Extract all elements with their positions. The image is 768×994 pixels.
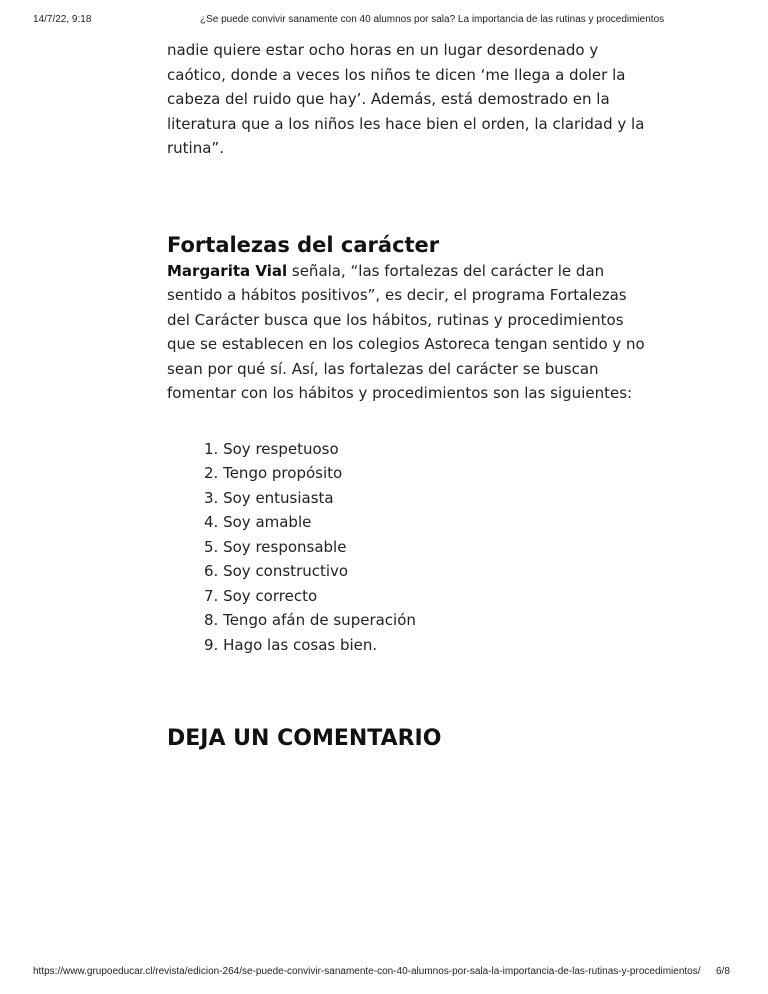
list-item-text: Soy responsable [223, 537, 347, 556]
speaker-name: Margarita Vial [167, 261, 288, 280]
strengths-list [167, 437, 647, 658]
list-item-number: 5. [204, 537, 219, 556]
print-url: https://www.grupoeducar.cl/revista/edicion-264/se-puede-convivir-sanamente-con-40-alumnos-por-sala-la-importancia-de-las-rutinas-y-procedimientos/ [33, 966, 701, 977]
list-item-number: 7. [204, 586, 219, 605]
section-heading: Fortalezas del carácter [167, 232, 440, 257]
list-item [204, 633, 647, 658]
list-item [204, 510, 647, 535]
list-item-number: 4. [204, 513, 219, 531]
list-item [204, 584, 647, 609]
list-item-number: 1. [204, 439, 219, 458]
print-date: 14/7/22, 9:18 [33, 14, 92, 25]
article-body [167, 38, 647, 772]
list-item-number: 8. [204, 611, 219, 629]
list-item-number: 3. [204, 488, 219, 507]
strengths-paragraph [167, 259, 647, 406]
list-item [204, 559, 647, 584]
list-item [204, 535, 647, 560]
intro-paragraph: nadie quiere estar ocho horas en un lugar desordenado y caótico, donde a veces los niños te dicen ‘me llega a doler la cabeza del ruido que hay’. Además, está demostrado en la literatura que a los niños les hace bien el orden, la claridad y la rutina”. [167, 41, 645, 157]
list-item [204, 608, 647, 633]
list-item [204, 437, 647, 462]
strengths-paragraph-text: señala, “las fortalezas del carácter le dan sentido a hábitos positivos”, es decir, el programa Fortalezas del Carácter busca que los hábitos, rutinas y procedimientos que se establecen en los colegios Astoreca tengan sentido y no sean por qué sí. Así, las fortalezas del carácter se buscan fomentar con los hábitos y procedimientos son las siguientes: [167, 261, 645, 402]
comment-heading: DEJA UN COMENTARIO [167, 726, 442, 751]
list-item-text: Soy respetuoso [223, 439, 339, 458]
list-item-text: Hago las cosas bien. [223, 635, 378, 654]
list-item-text: Tengo propósito [223, 464, 343, 482]
list-item [204, 461, 647, 486]
list-item-text: Soy amable [223, 513, 312, 531]
list-item-text: Soy entusiasta [223, 488, 334, 507]
list-item-text: Tengo afán de superación [223, 611, 416, 629]
list-item-number: 9. [204, 635, 219, 654]
list-item-number: 2. [204, 464, 219, 482]
page-number: 6/8 [716, 966, 730, 977]
print-page-title: ¿Se puede convivir sanamente con 40 alumnos por sala? La importancia de las rutinas y procedimientos [200, 14, 665, 25]
list-item-text: Soy correcto [223, 586, 318, 605]
list-item [204, 486, 647, 511]
list-item-number: 6. [204, 562, 219, 580]
list-item-text: Soy constructivo [223, 562, 349, 580]
